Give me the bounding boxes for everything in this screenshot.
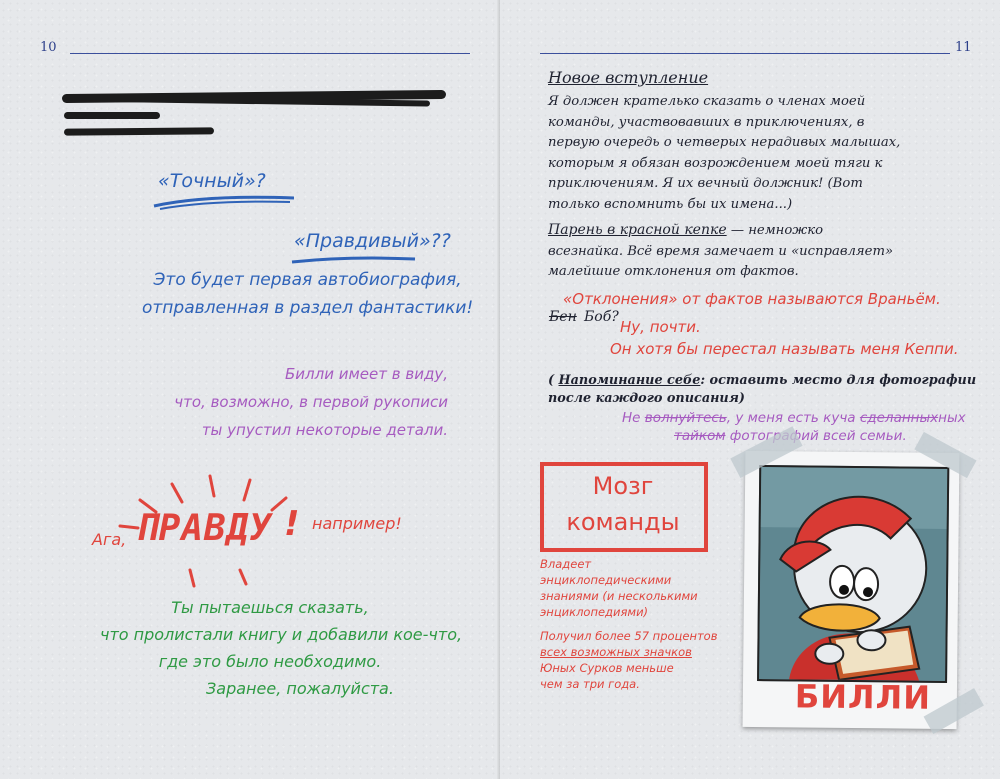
exact-question: «Точный»? — [158, 170, 266, 192]
section-heading: Новое вступление — [548, 68, 709, 87]
intro-paragraph: Я должен крателько сказать о членах моей команды, участвовавших в приключениях, в первую очередь о четверых нерадивых малышах, которым я обязан возрождением моей тяги к приключениям. Я их вечный должник! (Вот только вспомнить бы их имена...) — [548, 94, 901, 212]
top-rule-right — [540, 53, 950, 54]
page-number-left: 10 — [40, 40, 57, 55]
keppi-note: Он хотя бы перестал называть меня Кеппи. — [610, 340, 959, 358]
green-note: Ты пытаешься сказать, что пролистали книгу и добавили кое-что, где это было необходимо. Заранее, пожалуйста. — [100, 598, 463, 698]
brain-of-team-title: Мозг команды — [566, 472, 680, 536]
struck-name: Бен — [549, 309, 577, 325]
blue-underline — [150, 192, 300, 212]
truthful-question: «Правдивый»?? — [294, 230, 451, 252]
polaroid-photo — [743, 451, 960, 729]
duck-illustration — [759, 467, 947, 681]
purple-photo-note-line2: тайком фотографий всей семьи. — [674, 428, 907, 444]
bob-question: Боб? — [584, 309, 619, 325]
red-pravdu: ПРАВДУ — [136, 508, 273, 549]
blue-note: Это будет первая автобиография, отправленная в раздел фантастики! — [142, 270, 474, 318]
red-cap-paragraph: Парень в красной кепке — немножко всезнайка. Всё время замечает и «исправляет» малейшие отклонения от фактов. — [548, 222, 894, 279]
almost-note: Ну, почти. — [620, 318, 701, 336]
purple-note: Билли имеет в виду, что, возможно, в первой рукописи ты упустил некоторые детали. — [174, 365, 448, 439]
red-for-example: например! — [312, 514, 402, 533]
purple-photo-note-line1: Не волнуйтесь, у меня есть куча сделанныхных — [622, 410, 966, 426]
top-rule-left — [70, 53, 470, 54]
red-exclamation: ! — [284, 504, 300, 544]
red-deviation-note: «Отклонения» от фактов называются Враньём. — [563, 290, 941, 308]
billy-facts: Владеет энциклопедическими знаниями (и несколькими энциклопедиями) Получил более 57 процентов всех возможных значков Юных Сурков меньше чем за три года. — [540, 557, 718, 691]
page-number-right: 11 — [955, 40, 972, 55]
reminder-note: ( Напоминание себе: оставить место для фотографии после каждого описания) — [548, 373, 977, 406]
billy-photo — [757, 465, 949, 683]
photo-caption: БИЛЛИ — [794, 677, 932, 717]
red-aha: Ага, — [92, 530, 127, 549]
redaction-scribble — [64, 127, 214, 135]
redaction-scribble — [64, 112, 160, 119]
